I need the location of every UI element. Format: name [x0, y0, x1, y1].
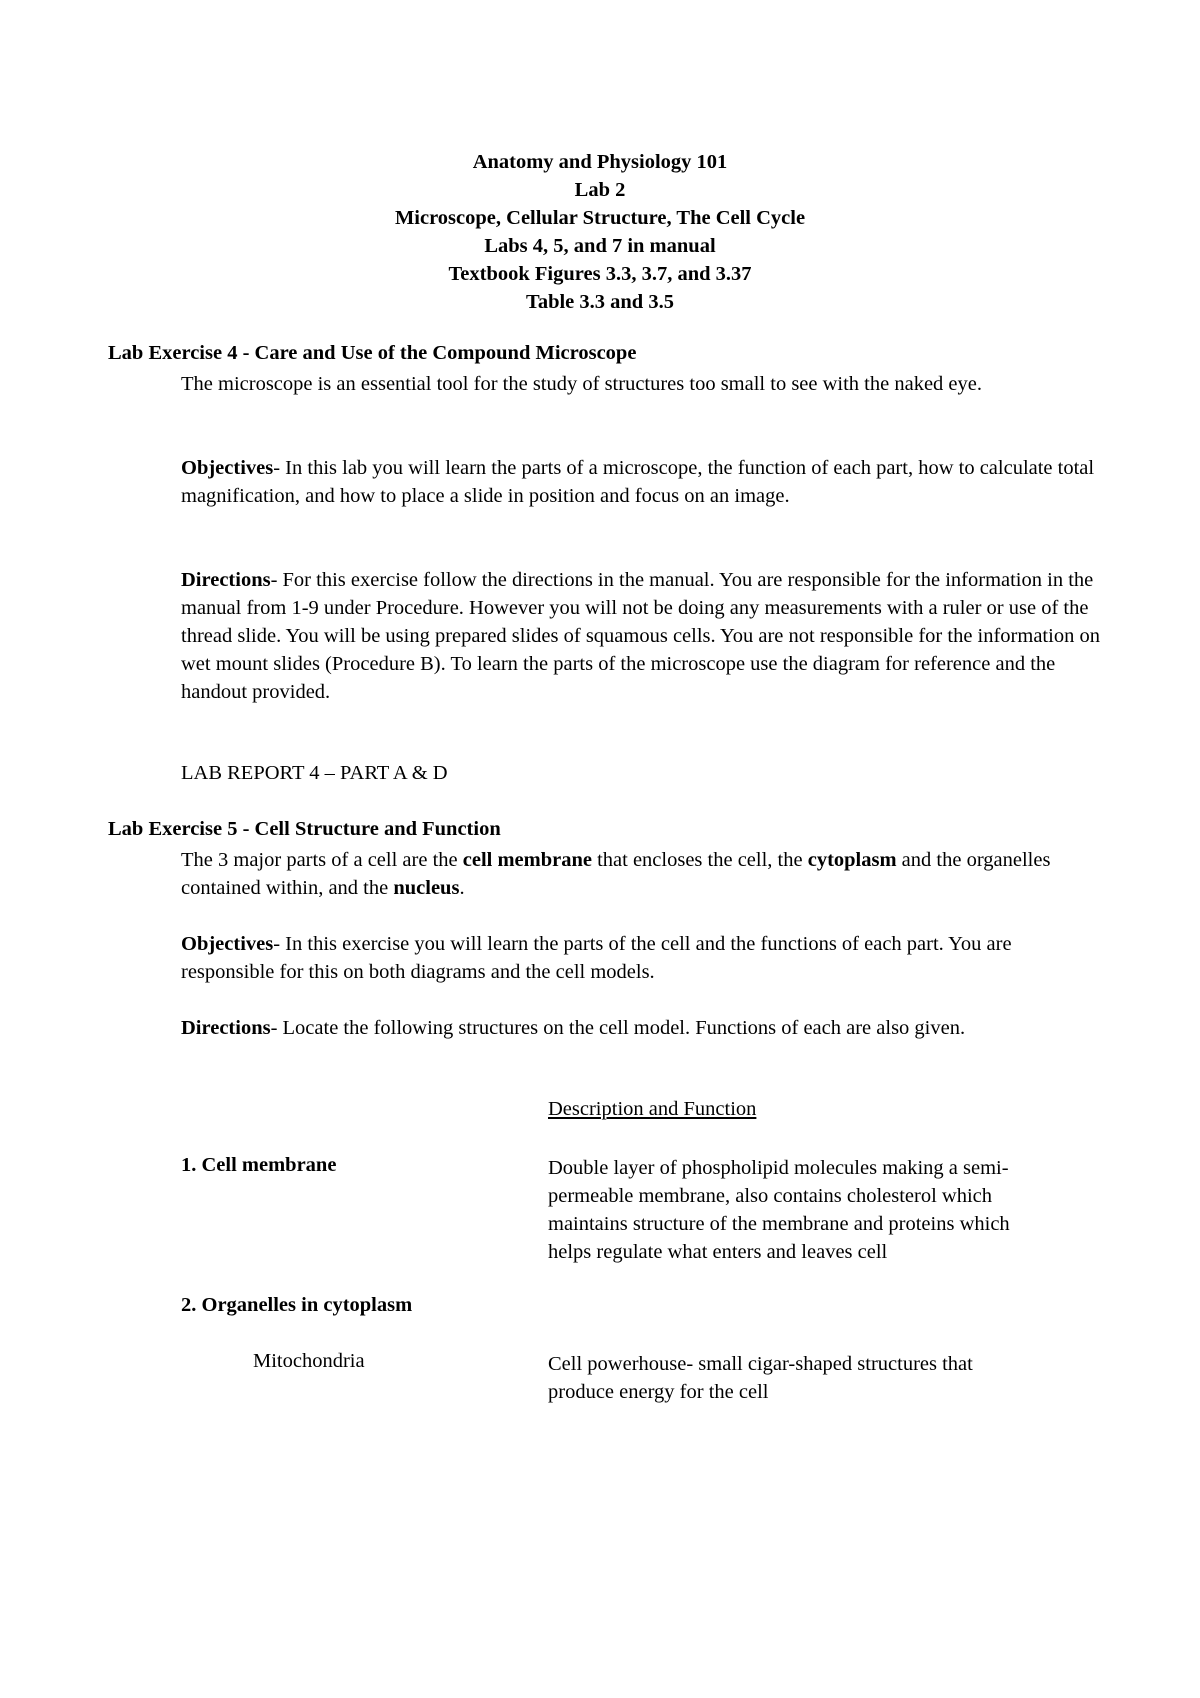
objectives-text: - In this lab you will learn the parts of a microscope, the function of each part, how to calculate total magnification, and how to place a slide in position and focus on an image. — [181, 457, 1095, 507]
directions-label: Directions — [181, 1017, 271, 1039]
description-line: helps regulate what enters and leaves cell — [548, 1241, 888, 1263]
exercise4-intro: The microscope is an essential tool for the study of structures too small to see with the naked eye. — [181, 373, 983, 395]
intro-text-3: and the organelles contained within, and the — [181, 849, 1051, 899]
exercise4-heading: Lab Exercise 4 - Care and Use of the Compound Microscope — [108, 342, 637, 364]
intro-text-4: . — [459, 877, 465, 899]
intro-text-1: The 3 major parts of a cell are the — [181, 849, 463, 871]
description-line: permeable membrane, also contains cholesterol which — [548, 1185, 993, 1207]
mitochondria-description — [548, 1350, 973, 1406]
description-line: produce energy for the cell — [548, 1381, 769, 1403]
term-cell-membrane: cell membrane — [462, 849, 592, 871]
course-title: Anatomy and Physiology 101 — [472, 151, 728, 173]
exercise5-directions — [181, 1014, 1101, 1042]
lab-report-4: LAB REPORT 4 – PART A & D — [181, 762, 448, 784]
cell-membrane-description — [548, 1154, 1010, 1266]
exercise5-objectives — [181, 930, 1101, 986]
directions-text: - Locate the following structures on the cell model. Functions of each are also given. — [270, 1017, 966, 1039]
objectives-label: Objectives — [181, 933, 274, 955]
exercise4-objectives — [181, 454, 1101, 510]
description-line: Cell powerhouse- small cigar-shaped structures that — [548, 1353, 973, 1375]
directions-label: Directions — [181, 569, 271, 591]
tables-reference: Table 3.3 and 3.5 — [526, 291, 674, 313]
description-line: maintains structure of the membrane and proteins which — [548, 1213, 1010, 1235]
objectives-text: - In this exercise you will learn the parts of the cell and the functions of each part. You are responsible for this on both diagrams and the cell models. — [181, 933, 1012, 983]
structure-mitochondria: Mitochondria — [253, 1350, 365, 1372]
structure-organelles: 2. Organelles in cytoplasm — [181, 1294, 413, 1316]
document-title-block — [0, 148, 1200, 316]
exercise5-intro — [181, 846, 1101, 902]
term-nucleus: nucleus — [393, 877, 460, 899]
structure-cell-membrane: 1. Cell membrane — [181, 1154, 337, 1176]
textbook-figures: Textbook Figures 3.3, 3.7, and 3.37 — [448, 263, 752, 285]
exercise5-heading: Lab Exercise 5 - Cell Structure and Function — [108, 818, 501, 840]
manual-labs: Labs 4, 5, and 7 in manual — [484, 235, 716, 257]
directions-text: - For this exercise follow the directions in the manual. You are responsible for the information in the manual from 1-9 under Procedure. However you will not be doing any measurements with a ruler or use of the thread slide. You will be using prepared slides of squamous cells. You are not responsible for the information on wet mount slides (Procedure B). To learn the parts of the microscope use the diagram for reference and the handout provided. — [181, 569, 1100, 703]
term-cytoplasm: cytoplasm — [807, 849, 897, 871]
description-line: Double layer of phospholipid molecules making a semi- — [548, 1157, 1009, 1179]
exercise4-directions — [181, 566, 1101, 706]
description-column-header: Description and Function — [548, 1098, 757, 1120]
intro-text-2: that encloses the cell, the — [591, 849, 808, 871]
lab-number: Lab 2 — [574, 179, 626, 201]
objectives-label: Objectives — [181, 457, 274, 479]
lab-topics: Microscope, Cellular Structure, The Cell Cycle — [394, 207, 806, 229]
